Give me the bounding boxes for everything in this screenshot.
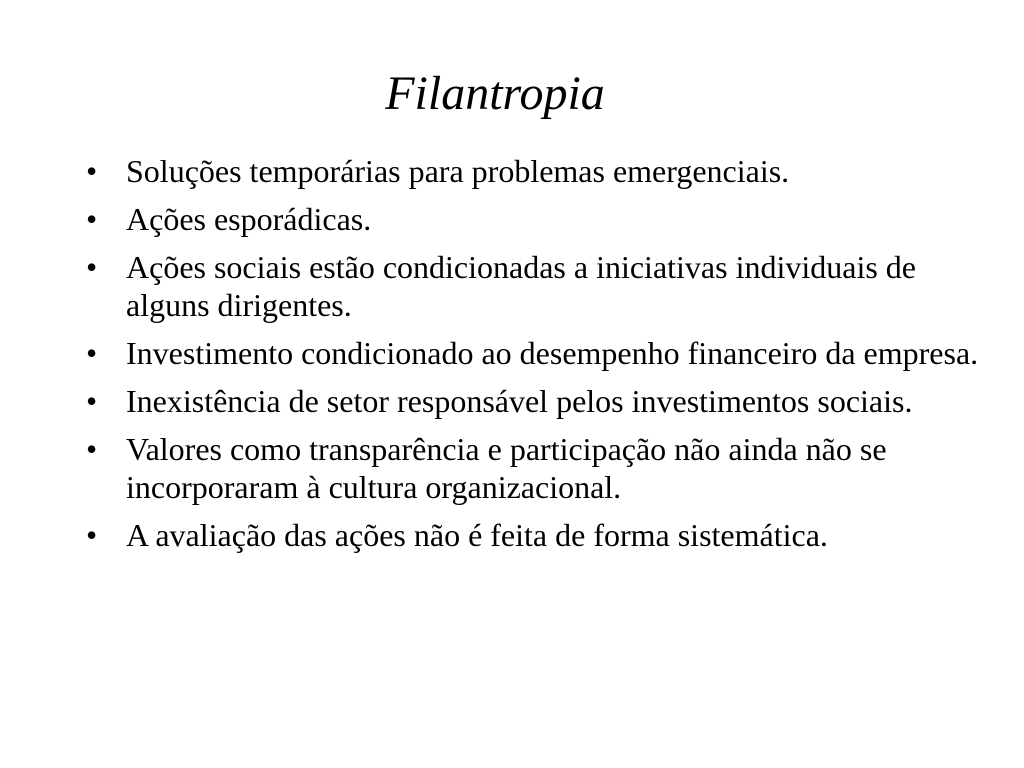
- bullet-icon: •: [86, 431, 98, 467]
- bullet-text: A avaliação das ações não é feita de forma sistemática.: [126, 517, 828, 553]
- bullet-text: Ações sociais estão condicionadas a iniciativas individuais de alguns dirigentes.: [126, 249, 916, 323]
- bullet-item-4: [86, 334, 996, 372]
- bullet-icon: •: [86, 201, 98, 237]
- bullet-list: [86, 152, 996, 564]
- bullet-text: Soluções temporárias para problemas emergenciais.: [126, 153, 790, 189]
- bullet-icon: •: [86, 335, 98, 371]
- bullet-item-2: [86, 200, 996, 238]
- bullet-text: Investimento condicionado ao desempenho financeiro da empresa.: [126, 335, 979, 371]
- bullet-item-3: [86, 248, 996, 324]
- bullet-icon: •: [86, 517, 98, 553]
- bullet-item-7: [86, 516, 996, 554]
- bullet-item-1: [86, 152, 996, 190]
- bullet-item-5: [86, 382, 996, 420]
- bullet-icon: •: [86, 383, 98, 419]
- bullet-text: Ações esporádicas.: [126, 201, 372, 237]
- slide-title: Filantropia: [385, 67, 605, 120]
- bullet-icon: •: [86, 153, 98, 189]
- bullet-item-6: [86, 430, 996, 506]
- bullet-icon: •: [86, 249, 98, 285]
- bullet-text: Inexistência de setor responsável pelos investimentos sociais.: [126, 383, 913, 419]
- bullet-text: Valores como transparência e participação não ainda não se incorporaram à cultura organizacional.: [126, 431, 887, 505]
